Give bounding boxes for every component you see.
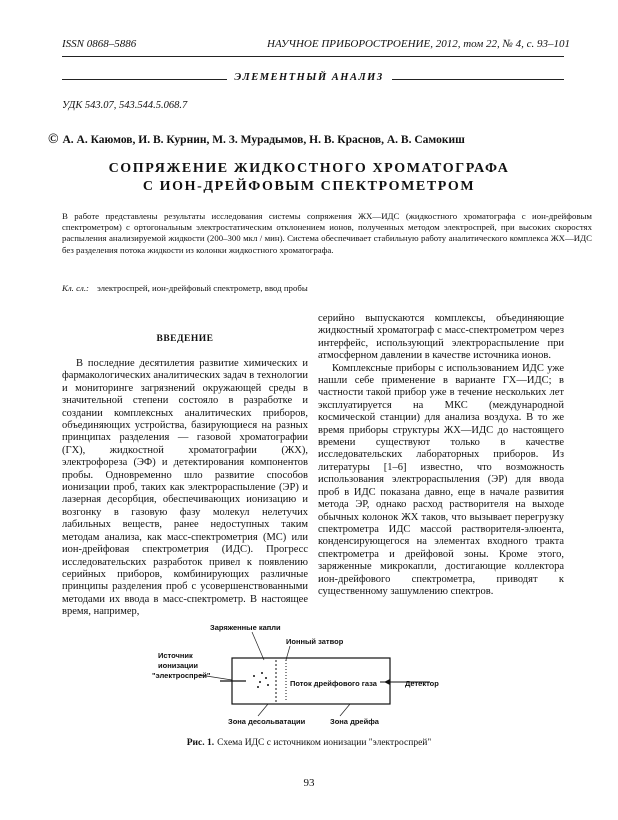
section-tag: ЭЛЕМЕНТНЫЙ АНАЛИЗ	[234, 72, 384, 83]
journal-reference: НАУЧНОЕ ПРИБОРОСТРОЕНИЕ, 2012, том 22, № 4, c. 93–101	[267, 38, 570, 50]
title-line-1: СОПРЯЖЕНИЕ ЖИДКОСТНОГО ХРОМАТОГРАФА	[108, 161, 510, 176]
title-line-2: С ИОН-ДРЕЙФОВЫМ СПЕКТРОМЕТРОМ	[142, 179, 476, 194]
label-source-2: ионизации	[158, 661, 198, 670]
issn: ISSN 0868–5886	[62, 38, 137, 50]
paper-title	[0, 160, 618, 196]
section-rule-right	[392, 79, 564, 80]
label-detector: Детектор	[405, 679, 439, 688]
left-paragraph-1: В последние десятилетия развитие химических и фармакологических аналитических задач в технологии и мониторинге загрязнений окружающей среды в значительной степени состояло в разработке и создании комплексных аналитических приборов, объединяющих устройства, базирующиеся на разных принципах разделения — газовой хроматографии (ГХ), жидкостной хроматографии (ЖХ), электрофореза (ЭФ) и детектирования компонентов пробы. Одновременно шло развитие способов ионизации проб, таких как электрораспыление (ЭР) и лазерная десорбция, обеспечивающих ионизацию и возгонку в газовую фазу молекул нелетучих лабильных веществ, ранее недоступных таким методам анализа, как масс-спектрометрия (МС) или ион-дрейфовая спектрометрия (ИДС). Прогресс исследовательских разработок привел к появлению серийных приборов, комбинирующих различные принципы разделения проб с усовершенствованными методами их ввода в масс-спектрометр. В настоящее время, например,	[62, 358, 308, 618]
label-drift-zone: Зона дрейфа	[330, 717, 379, 726]
udk-code: УДК 543.07, 543.544.5.068.7	[62, 100, 188, 111]
keywords-label: Кл. сл.:	[62, 283, 89, 293]
label-charged-drops: Заряженные капли	[210, 623, 281, 632]
label-drift-gas: Поток дрейфового газа	[290, 679, 377, 688]
right-paragraph-1: серийно выпускаются комплексы, объединяющие жидкостный хроматограф с масс-спектрометром через интерфейс, использующий электрораспыление при атмосферном давлении в качестве источника ионов.	[318, 313, 564, 362]
figure-1-diagram	[140, 620, 470, 735]
label-source-3: "электроспрей"	[152, 671, 211, 680]
authors	[48, 132, 465, 148]
label-ion-gate: Ионный затвор	[286, 637, 344, 646]
left-column	[62, 358, 308, 619]
copyright-symbol: ©	[48, 132, 59, 147]
right-paragraph-2: Комплексные приборы с использованием ИДС уже нашли себе применение в варианте ГХ—ИДС; в частности такой прибор уже в течение нескольких лет эксплуатируется на МКС (международной космической станции) для анализа воздуха. В то же время приборы структуры ЖХ—ИДС до настоящего времени существуют только в качестве исследовательских лабораторных приборов. Из литературы [1–6] известно, что возможность использования электрораспыления (ЭР) для ввода проб в ИДС показана давно, еще в начале развития метода ЭР, однако расход растворителя на выходе обычных колонок ЖХ таков, что вызывает перегрузку спектрометра ИДС массой растворителя-элюента, конденсирующегося на элементах входного тракта спектрометра и дрейфовой зоны. Кроме этого, заряженные микрокапли, достигающие коллектора ион-дрейфового спектрометра, приводят к существенному зашумлению спектров.	[318, 362, 564, 597]
figure-caption	[0, 738, 618, 748]
caption-text: Схема ИДС с источником ионизации "электроспрей"	[217, 738, 432, 748]
caption-label: Рис. 1.	[186, 738, 215, 748]
authors-list: А. А. Каюмов, И. В. Курнин, М. З. Мурадымов, Н. В. Краснов, А. В. Самокиш	[62, 134, 465, 146]
abstract: В работе представлены результаты исследования системы сопряжения ЖХ—ИДС (жидкостного хроматографа с ион-дрейфовым спектрометром) с ортогональным электростатическим отклонением ионов, полученных методом электроспрей, при высоких скоростях распыления анализируемой жидкости (200–300 мкл / мин). Система обеспечивает стабильную работу аналитического комплекса ЖХ—ИДС без разделения потока жидкости из колонки жидкостного хроматографа.	[62, 211, 592, 255]
header-rule	[62, 56, 564, 57]
page-number: 93	[303, 777, 315, 789]
label-desolvation: Зона десольватации	[228, 717, 306, 726]
keywords-text: электроспрей, ион-дрейфовый спектрометр, ввод пробы	[96, 283, 308, 293]
label-source-1: Источник	[158, 651, 193, 660]
keywords	[62, 283, 582, 293]
intro-heading: ВВЕДЕНИЕ	[156, 334, 214, 344]
right-column	[318, 313, 564, 598]
